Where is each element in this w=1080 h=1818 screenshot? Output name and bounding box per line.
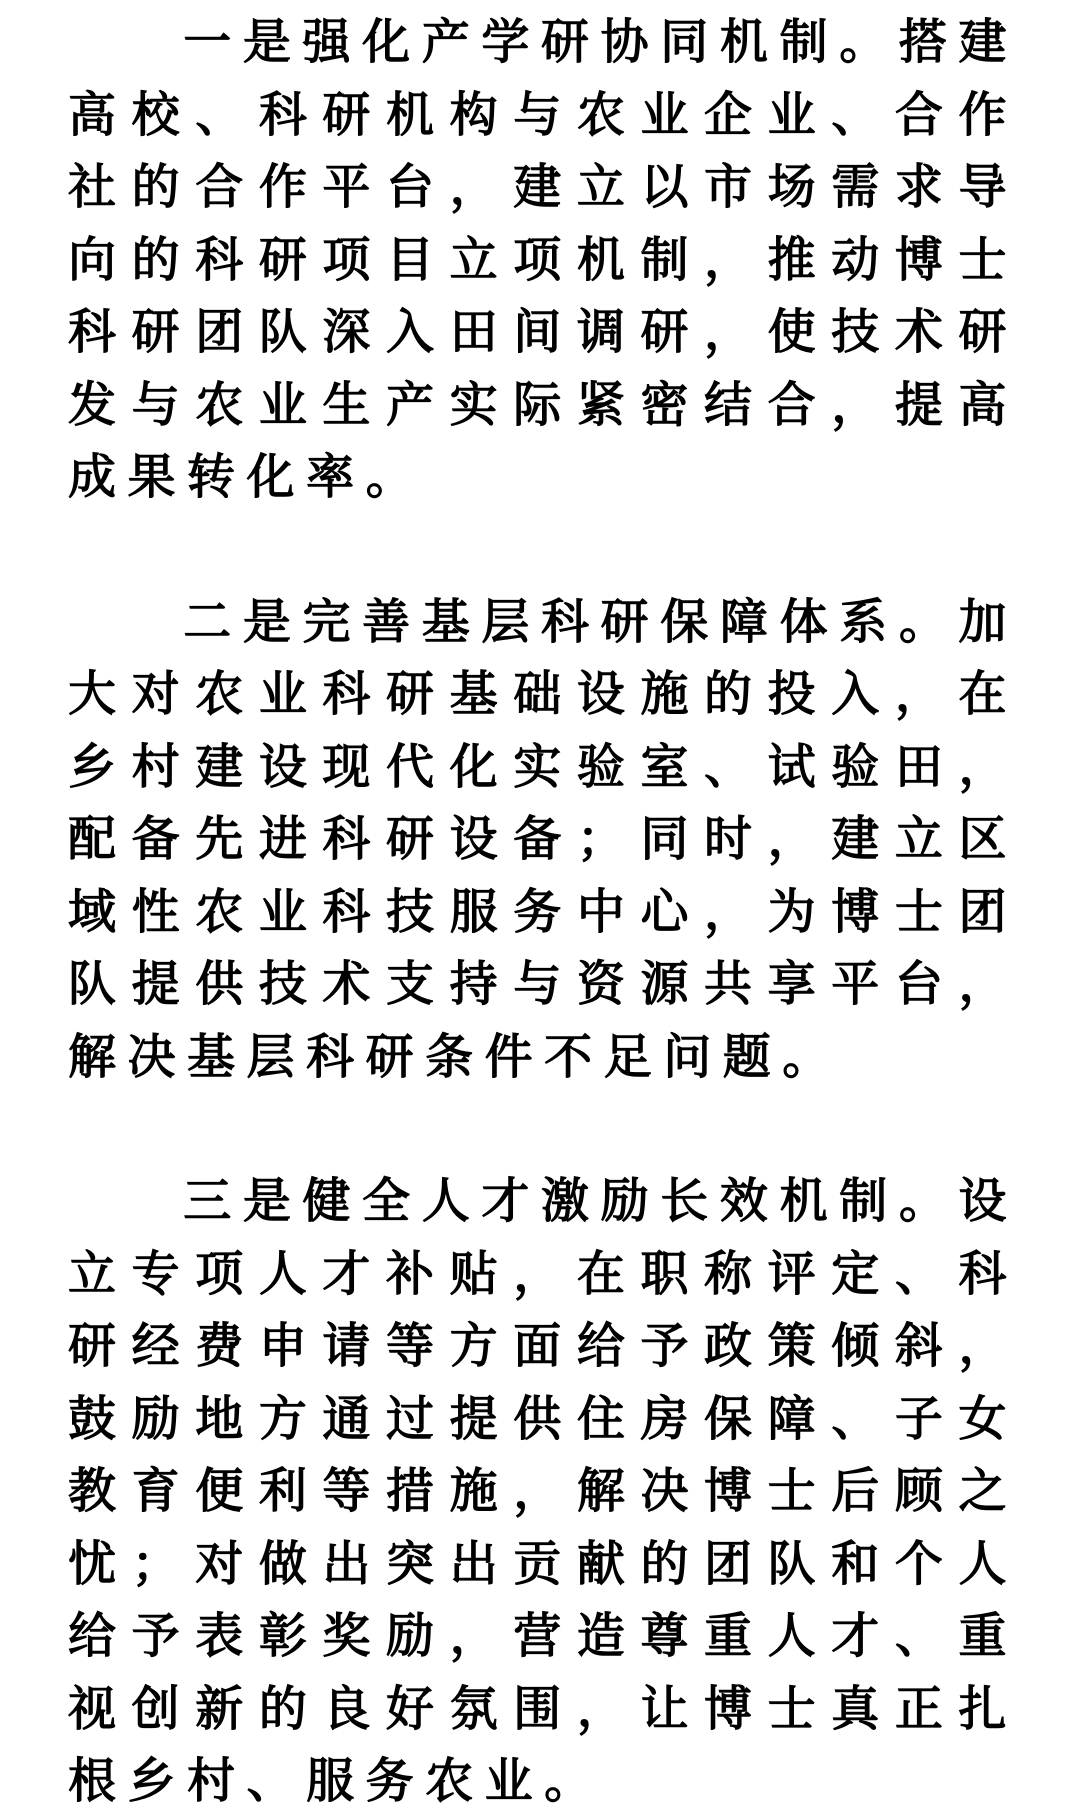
paragraph-talent-incentive-mechanism: 三是健全人才激励长效机制。设立专项人才补贴，在职称评定、科研经费申请等方面给予政策倾斜，鼓励地方通过提供住房保障、子女教育便利等措施，解决博士后顾之忧；对做出突出贡献的团队和个人给予表彰奖励，营造尊重人才、重视创新的良好氛围，让博士真正扎根乡村、服务农业。 [68, 1173, 1018, 1809]
paragraph-industry-university-research: 一是强化产学研协同机制。搭建高校、科研机构与农业企业、合作社的合作平台，建立以市场需求导向的科研项目立项机制，推动博士科研团队深入田间调研，使技术研发与农业生产实际紧密结合，提高成果转化率。 [68, 14, 1018, 505]
paragraph-grassroots-research-support: 二是完善基层科研保障体系。加大对农业科研基础设施的投入，在乡村建设现代化实验室、试验田，配备先进科研设备；同时，建立区域性农业科技服务中心，为博士团队提供技术支持与资源共享平台，解决基层科研条件不足问题。 [68, 593, 1018, 1085]
document-body [68, 6, 1018, 1818]
